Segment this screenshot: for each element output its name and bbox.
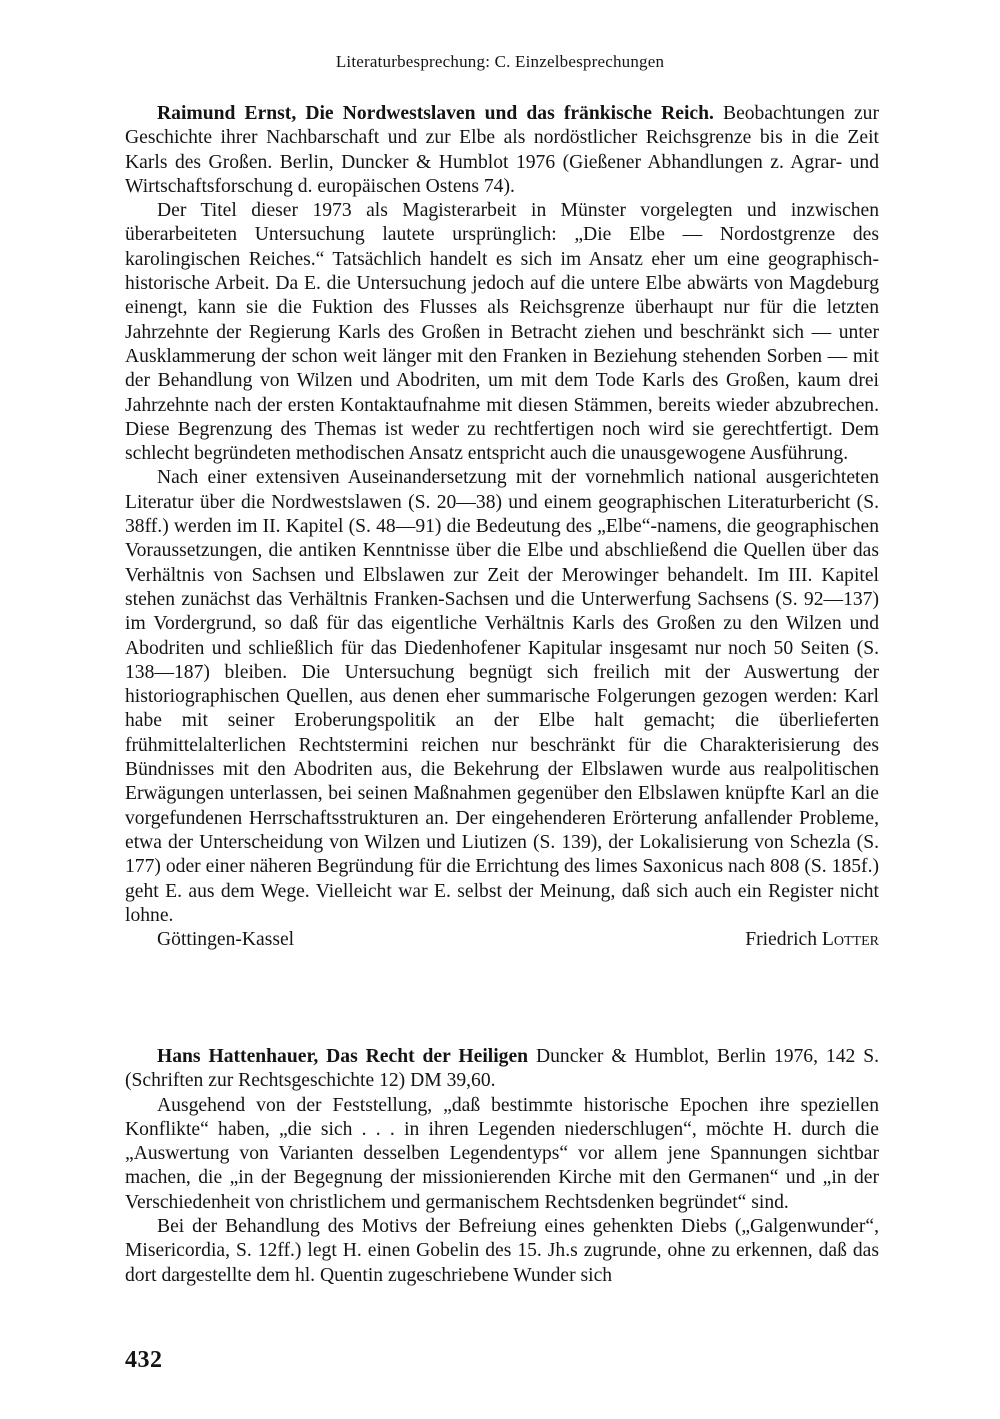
reviewer-last-name: Lotter bbox=[821, 929, 879, 951]
review-paragraph: Ausgehend von der Feststellung, „daß bestimmte historische Epochen ihre speziellen Konflikte“ haben, „die sich . . . in ihren Legenden niederschlugen“, möchte H. durch die „Auswertung von Varianten desselben Legendentyps“ vor allem jene Spannungen sichtbar machen, die „in der Begegnung der missionierenden Kirche mit den Germanen“ und „in der Verschiedenheit von christlichem und germanischem Rechtsdenken begründet“ sind. bbox=[125, 1094, 879, 1213]
review-paragraph: Der Titel dieser 1973 als Magisterarbeit in Münster vorgelegten und inzwischen überarbeiteten Untersuchung lautete ursprünglich: „Die Elbe — Nordostgrenze des karolingischen Reiches.“ Tatsächlich handelt es sich im Ansatz eher um eine geographisch-historische Arbeit. Da E. die Untersuchung jedoch auf die untere Elbe abwärts von Magdeburg einengt, kann sie die Fuktion des Flusses als Reichsgrenze überhaupt nur für die letzten Jahrzehnte der Regierung Karls des Großen in Betracht ziehen und beschränkt sich — unter Ausklammerung der schon weit länger mit den Franken in Beziehung stehenden Sorben — mit der Behandlung von Wilzen und Abodriten, um mit dem Tode Karls des Großen, kaum drei Jahrzehnte nach der ersten Kontaktaufnahme mit diesen Stämmen, bereits wieder abzubrechen. Diese Begrenzung des Themas ist weder zu rechtfertigen noch wird sie gerechtfertigt. Dem schlecht begründeten methodischen Ansatz entspricht auch die unausgewogene Ausführung. bbox=[125, 200, 879, 465]
reviewer-name bbox=[745, 928, 879, 952]
review-paragraph: Bei der Behandlung des Motivs der Befreiung eines gehenkten Diebs („Galgenwunder“, Misericordia, S. 12ff.) legt H. einen Gobelin des 15. Jh.s zugrunde, ohne zu erkennen, daß das dort dargestellte dem hl. Quentin zugeschriebene Wunder sich bbox=[125, 1216, 879, 1286]
review-heading-details: Duncker & Humblot, Berlin 1976, 142 S. (Schriften zur Rechtsgeschichte 12) DM 39,60. bbox=[125, 1046, 880, 1092]
review-heading bbox=[125, 102, 879, 199]
review-hattenhauer bbox=[125, 1045, 879, 1288]
running-head: Literaturbesprechung: C. Einzelbesprechungen bbox=[335, 52, 665, 71]
review-paragraph: Nach einer extensiven Auseinandersetzung mit der vornehmlich national ausgerichteten Literatur über die Nordwestslawen (S. 20—38) und einem geographischen Literaturbericht (S. 38ff.) werden im II. Kapitel (S. 48—91) die Bedeutung des „Elbe“-namens, die geographischen Voraussetzungen, die antiken Kenntnisse über die Elbe und abschließend die Quellen über das Verhältnis von Sachsen und Elbslawen zur Zeit der Merowinger behandelt. Im III. Kapitel stehen zunächst das Verhältnis Franken-Sachsen und die Unterwerfung Sachsens (S. 92—137) im Vordergrund, so daß für das eigentliche Verhältnis Karls des Großen zu den Wilzen und Abodriten und schließlich für das Diedenhofener Kapitular insgesamt nur noch 50 Seiten (S. 138—187) bleiben. Die Untersuchung begnügt sich freilich mit der Auswertung der historiographischen Quellen, aus denen eher summarische Folgerungen gezogen werden: Karl habe mit seiner Eroberungspolitik an der Elbe halt gemacht; die überlieferten frühmittelalterlichen Rechtstermini reichen nur beschränkt für die Charakterisierung des Bündnisses mit den Abodriten aus, die Bekehrung der Elbslawen wurde aus realpolitischen Erwägungen unterlassen, bei seinen Maßnahmen gegenüber den Elbslawen knüpfte Karl an die vorgefundenen Herrschaftsstrukturen an. Der eingehenderen Erörterung anfallender Probleme, etwa der Unterscheidung von Wilzen und Liutizen (S. 139), der Lokalisierung von Schezla (S. 177) oder einer näheren Begründung für die Errichtung des limes Saxonicus nach 808 (S. 185f.) geht E. aus dem Wege. Vielleicht war E. selbst der Meinung, daß sich auch ein Register nicht lohne. bbox=[125, 467, 879, 926]
review-heading-title: Hans Hattenhauer, Das Recht der Heiligen bbox=[157, 1046, 529, 1067]
reviewer-place: Göttingen-Kassel bbox=[157, 929, 295, 951]
review-heading-details: Beobachtungen zur Geschichte ihrer Nachbarschaft und zur Elbe als nordöstlicher Reichsgrenze bis in die Zeit Karls des Großen. Berlin, Duncker & Humblot 1976 (Gießener Abhandlungen z. Agrar- und Wirtschaftsforschung d. europäischen Ostens 74). bbox=[125, 103, 879, 197]
review-signature bbox=[125, 928, 879, 952]
review-heading bbox=[125, 1045, 879, 1094]
reviewer-first-name: Friedrich bbox=[745, 929, 822, 951]
page-number: 432 bbox=[125, 1347, 163, 1373]
review-ernst bbox=[125, 102, 879, 952]
review-heading-title: Raimund Ernst, Die Nordwestslaven und das fränkische Reich. bbox=[157, 103, 714, 124]
